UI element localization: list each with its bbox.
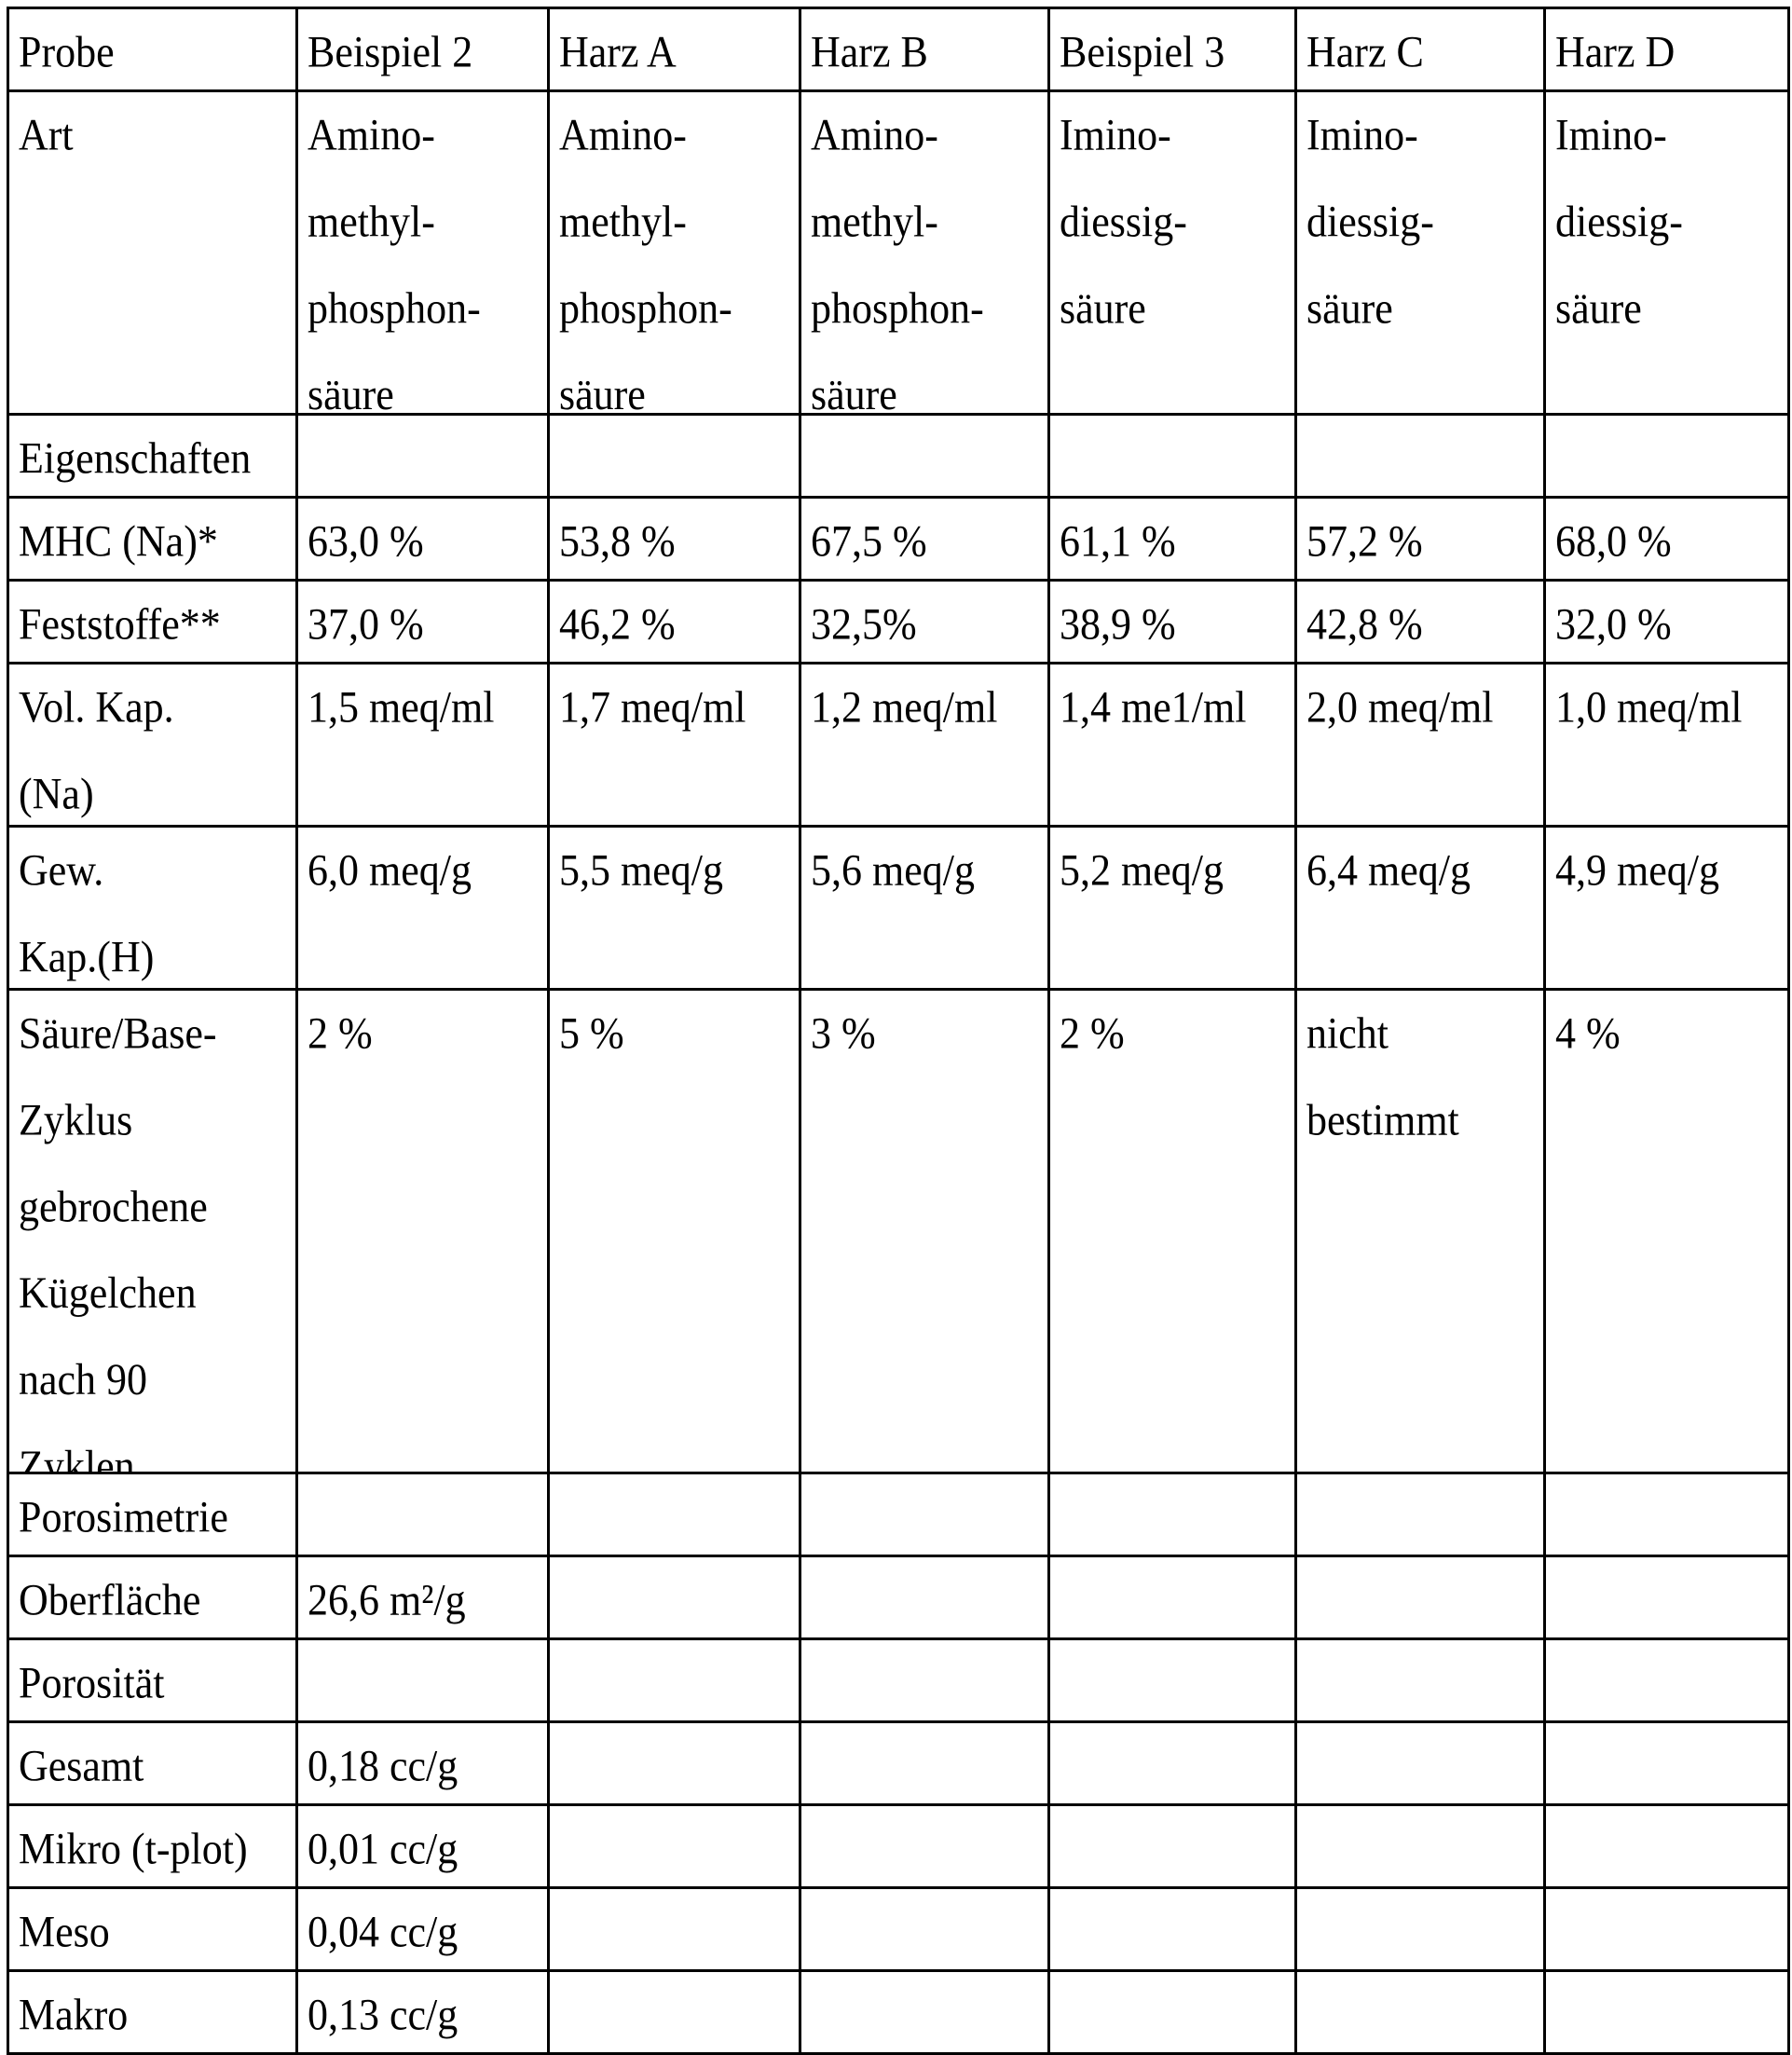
table-cell bbox=[297, 1971, 549, 2054]
row-label-cell bbox=[8, 8, 297, 91]
row-label-cell bbox=[8, 581, 297, 664]
table-cell bbox=[549, 415, 800, 498]
table-cell bbox=[1296, 1639, 1545, 1722]
cell-text: 6,4 meq/g bbox=[1306, 828, 1471, 914]
table-cell bbox=[1296, 498, 1545, 581]
table-cell bbox=[1545, 1639, 1789, 1722]
cell-text: Art bbox=[19, 92, 74, 179]
table-cell bbox=[297, 1722, 549, 1805]
cell-text: 1,4 me1/ml bbox=[1060, 664, 1246, 751]
header-row bbox=[8, 8, 1789, 91]
table-cell bbox=[1545, 990, 1789, 1473]
table-cell bbox=[1545, 415, 1789, 498]
table-cell bbox=[1296, 415, 1545, 498]
table-cell bbox=[1049, 581, 1296, 664]
cell-text: Harz C bbox=[1306, 9, 1424, 91]
table-row bbox=[8, 91, 1789, 415]
row-label-cell bbox=[8, 827, 297, 990]
column-header-cell bbox=[297, 8, 549, 91]
cell-text: 1,7 meq/ml bbox=[559, 664, 746, 751]
column-header-cell bbox=[549, 8, 800, 91]
table-cell bbox=[297, 1888, 549, 1971]
table-cell bbox=[549, 91, 800, 415]
cell-text: 5,5 meq/g bbox=[559, 828, 723, 914]
row-label-cell bbox=[8, 664, 297, 827]
cell-text: nicht bestimmt bbox=[1306, 991, 1459, 1164]
cell-text: Meso bbox=[19, 1889, 110, 1971]
cell-text: 53,8 % bbox=[559, 499, 676, 581]
table-cell bbox=[1296, 1556, 1545, 1639]
cell-text: 0,01 cc/g bbox=[308, 1806, 458, 1888]
cell-text: Makro bbox=[19, 1972, 128, 2054]
cell-text: Amino- methyl- phosphon- säure bbox=[559, 92, 732, 415]
row-label-cell bbox=[8, 1722, 297, 1805]
table-cell bbox=[1296, 1888, 1545, 1971]
cell-text: Amino- methyl- phosphon- säure bbox=[811, 92, 984, 415]
row-label-cell bbox=[8, 990, 297, 1473]
table-cell bbox=[1545, 1805, 1789, 1888]
table-row bbox=[8, 498, 1789, 581]
cell-text: 1,0 meq/ml bbox=[1555, 664, 1742, 751]
table-row bbox=[8, 1473, 1789, 1556]
table-cell bbox=[1049, 91, 1296, 415]
table-cell bbox=[549, 581, 800, 664]
table-cell bbox=[1296, 1805, 1545, 1888]
cell-text: Beispiel 3 bbox=[1060, 9, 1224, 91]
cell-text: 0,04 cc/g bbox=[308, 1889, 458, 1971]
table-cell bbox=[549, 1971, 800, 2054]
table-cell bbox=[1296, 1722, 1545, 1805]
cell-text: Amino- methyl- phosphon- säure bbox=[308, 92, 481, 415]
table-row bbox=[8, 1805, 1789, 1888]
table-cell bbox=[1049, 1473, 1296, 1556]
table-cell bbox=[800, 415, 1049, 498]
cell-text: Beispiel 2 bbox=[308, 9, 472, 91]
cell-text: 5,6 meq/g bbox=[811, 828, 975, 914]
table-cell bbox=[1049, 827, 1296, 990]
column-header-cell bbox=[1049, 8, 1296, 91]
cell-text: Säure/Base- Zyklus gebrochene Kügelchen nach 90 Zyklen bbox=[19, 991, 217, 1473]
cell-text: 32,5% bbox=[811, 582, 917, 664]
table-cell bbox=[1296, 827, 1545, 990]
cell-text: 63,0 % bbox=[308, 499, 424, 581]
table-row bbox=[8, 827, 1789, 990]
table-row bbox=[8, 1722, 1789, 1805]
table-cell bbox=[800, 827, 1049, 990]
table-cell bbox=[549, 498, 800, 581]
cell-text: 26,6 m²/g bbox=[308, 1557, 466, 1639]
row-label-cell bbox=[8, 498, 297, 581]
table-row bbox=[8, 581, 1789, 664]
table-row bbox=[8, 1639, 1789, 1722]
table-cell bbox=[549, 1473, 800, 1556]
cell-text: 46,2 % bbox=[559, 582, 676, 664]
cell-text: Porosität bbox=[19, 1640, 164, 1722]
cell-text: MHC (Na)* bbox=[19, 499, 218, 581]
table-cell bbox=[549, 1556, 800, 1639]
row-label-cell bbox=[8, 91, 297, 415]
table-cell bbox=[800, 1639, 1049, 1722]
table-cell bbox=[800, 1556, 1049, 1639]
cell-text: 42,8 % bbox=[1306, 582, 1423, 664]
cell-text: 37,0 % bbox=[308, 582, 424, 664]
table-cell bbox=[297, 498, 549, 581]
row-label-cell bbox=[8, 1639, 297, 1722]
table-row bbox=[8, 990, 1789, 1473]
table-cell bbox=[800, 1971, 1049, 2054]
column-header-cell bbox=[1296, 8, 1545, 91]
table-cell bbox=[297, 664, 549, 827]
table-cell bbox=[549, 664, 800, 827]
cell-text: Porosimetrie bbox=[19, 1474, 228, 1556]
table-cell bbox=[1545, 1888, 1789, 1971]
table-cell bbox=[1049, 1805, 1296, 1888]
cell-text: 6,0 meq/g bbox=[308, 828, 472, 914]
table-cell bbox=[1545, 1473, 1789, 1556]
cell-text: 2 % bbox=[308, 991, 373, 1077]
table-cell bbox=[1545, 827, 1789, 990]
cell-text: 4 % bbox=[1555, 991, 1621, 1077]
table-cell bbox=[1049, 1722, 1296, 1805]
table-cell bbox=[297, 91, 549, 415]
cell-text: Oberfläche bbox=[19, 1557, 200, 1639]
row-label-cell bbox=[8, 1473, 297, 1556]
table-cell bbox=[800, 1805, 1049, 1888]
table-row bbox=[8, 415, 1789, 498]
cell-text: 3 % bbox=[811, 991, 876, 1077]
cell-text: 68,0 % bbox=[1555, 499, 1672, 581]
table-cell bbox=[297, 1639, 549, 1722]
cell-text: 5 % bbox=[559, 991, 624, 1077]
table-cell bbox=[1049, 1888, 1296, 1971]
table-cell bbox=[1296, 1473, 1545, 1556]
table-cell bbox=[1049, 1556, 1296, 1639]
table-cell bbox=[1545, 1971, 1789, 2054]
row-label-cell bbox=[8, 1805, 297, 1888]
table-cell bbox=[800, 91, 1049, 415]
cell-text: Vol. Kap. (Na) bbox=[19, 664, 174, 827]
cell-text: 2 % bbox=[1060, 991, 1125, 1077]
column-header-cell bbox=[1545, 8, 1789, 91]
cell-text: Eigenschaften bbox=[19, 416, 251, 498]
cell-text: 32,0 % bbox=[1555, 582, 1672, 664]
cell-text: Harz B bbox=[811, 9, 928, 91]
table-cell bbox=[800, 581, 1049, 664]
table-cell bbox=[297, 581, 549, 664]
cell-text: 1,2 meq/ml bbox=[811, 664, 997, 751]
table-cell bbox=[1296, 664, 1545, 827]
row-label-cell bbox=[8, 1971, 297, 2054]
table-cell bbox=[1049, 664, 1296, 827]
table-cell bbox=[1049, 1639, 1296, 1722]
cell-text: 67,5 % bbox=[811, 499, 927, 581]
cell-text: 0,18 cc/g bbox=[308, 1723, 458, 1805]
table-cell bbox=[297, 1556, 549, 1639]
table-cell bbox=[549, 827, 800, 990]
cell-text: Imino- diessig- säure bbox=[1555, 92, 1683, 352]
table-cell bbox=[297, 990, 549, 1473]
table-cell bbox=[549, 990, 800, 1473]
table-cell bbox=[800, 990, 1049, 1473]
cell-text: 1,5 meq/ml bbox=[308, 664, 494, 751]
table-cell bbox=[549, 1722, 800, 1805]
cell-text: 61,1 % bbox=[1060, 499, 1176, 581]
table-cell bbox=[549, 1639, 800, 1722]
cell-text: Mikro (t-plot) bbox=[19, 1806, 248, 1888]
table-cell bbox=[297, 1805, 549, 1888]
table-cell bbox=[1049, 498, 1296, 581]
table-cell bbox=[800, 1473, 1049, 1556]
cell-text: Gew. Kap.(H) bbox=[19, 828, 154, 990]
table-cell bbox=[800, 498, 1049, 581]
table-cell bbox=[1049, 415, 1296, 498]
table-cell bbox=[1049, 990, 1296, 1473]
table-cell bbox=[549, 1888, 800, 1971]
cell-text: 2,0 meq/ml bbox=[1306, 664, 1493, 751]
table-cell bbox=[297, 1473, 549, 1556]
cell-text: 57,2 % bbox=[1306, 499, 1423, 581]
table-cell bbox=[297, 415, 549, 498]
table-row bbox=[8, 1888, 1789, 1971]
table-cell bbox=[1545, 91, 1789, 415]
table-cell bbox=[800, 1888, 1049, 1971]
column-header-cell bbox=[800, 8, 1049, 91]
table-cell bbox=[1545, 1556, 1789, 1639]
table-cell bbox=[1545, 498, 1789, 581]
cell-text: Imino- diessig- säure bbox=[1060, 92, 1187, 352]
cell-text: Probe bbox=[19, 9, 115, 91]
table-cell bbox=[1545, 1722, 1789, 1805]
table-cell bbox=[800, 664, 1049, 827]
cell-text: Gesamt bbox=[19, 1723, 144, 1805]
table-row bbox=[8, 1556, 1789, 1639]
table-cell bbox=[800, 1722, 1049, 1805]
table-cell bbox=[1296, 581, 1545, 664]
cell-text: Harz D bbox=[1555, 9, 1675, 91]
table-row bbox=[8, 664, 1789, 827]
cell-text: 5,2 meq/g bbox=[1060, 828, 1224, 914]
cell-text: Imino- diessig- säure bbox=[1306, 92, 1434, 352]
table-cell bbox=[1049, 1971, 1296, 2054]
table-cell bbox=[1545, 581, 1789, 664]
cell-text: Harz A bbox=[559, 9, 677, 91]
resin-properties-table bbox=[7, 7, 1790, 2055]
table-cell bbox=[297, 827, 549, 990]
row-label-cell bbox=[8, 1888, 297, 1971]
table-cell bbox=[1545, 664, 1789, 827]
cell-text: 4,9 meq/g bbox=[1555, 828, 1719, 914]
row-label-cell bbox=[8, 415, 297, 498]
table-cell bbox=[1296, 990, 1545, 1473]
table-row bbox=[8, 1971, 1789, 2054]
table-cell bbox=[1296, 1971, 1545, 2054]
cell-text: 0,13 cc/g bbox=[308, 1972, 458, 2054]
table-cell bbox=[549, 1805, 800, 1888]
table-cell bbox=[1296, 91, 1545, 415]
row-label-cell bbox=[8, 1556, 297, 1639]
cell-text: Feststoffe** bbox=[19, 582, 221, 664]
cell-text: 38,9 % bbox=[1060, 582, 1176, 664]
